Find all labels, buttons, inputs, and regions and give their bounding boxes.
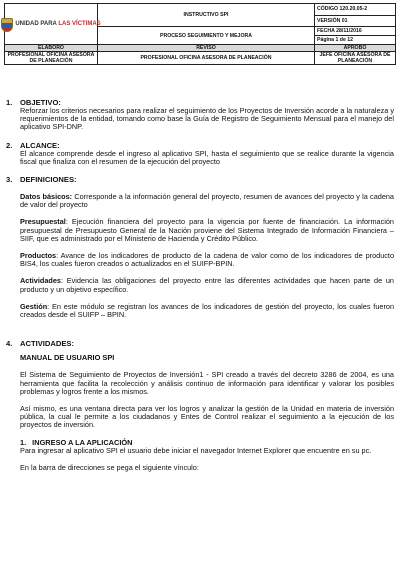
actividades-paragraph-1: El Sistema de Seguimiento de Proyectos de Inversión1 - SPI creado a través del decreto 3286 de 2004, es una herramienta que facilita la recolección y análisis continuo de información para identificar y valorar los posibles problemas y logros frente a los mismos. bbox=[20, 370, 394, 396]
document-title: INSTRUCTIVO SPI bbox=[98, 4, 315, 27]
manual-title: MANUAL DE USUARIO SPI bbox=[20, 353, 115, 363]
definition-presupuestal: Presupuestal: Ejecución financiera del proyecto para la vigencia por fuente de financiación. La información presupuestal de Presupuesto General de la Nación proviene del Sistema Integrado de Información Financiera – SIIF, que es administrado por el Ministerio de Hacienda y Crédito Público. bbox=[20, 217, 394, 243]
actividades-paragraph-4: En la barra de direcciones se pega el siguiente vínculo: bbox=[20, 463, 199, 473]
definition-productos: Productos: Avance de los indicadores de producto de la cadena de valor como de los indicadores de producto BIS4, los cuales fueron creados o actualizados en el SUIFP-BPIN. bbox=[20, 251, 394, 269]
reviso-label: REVISÓ bbox=[98, 45, 315, 52]
document-body bbox=[6, 98, 394, 472]
objetivo-text: Reforzar los criterios necesarios para realizar el seguimiento de los Proyectos de Inversión acorde a la naturaleza y requerimientos de la entidad, tomando como base la Guía de Registro de Seguimiento Mensual para el manejo del aplicativo SPI-DNP. bbox=[20, 106, 394, 132]
section-objetivo bbox=[6, 98, 394, 132]
definition-actividades: Actividades: Evidencia las obligaciones del proyecto entre las diferentes actividades que hacen parte de un producto y un objetivo específico. bbox=[20, 276, 394, 294]
aprobo-value: JEFE OFICINA ASESORA DE PLANEACIÓN bbox=[315, 52, 396, 65]
section-title: 2. ALCANCE: bbox=[6, 140, 60, 150]
section-title: 3. DEFINICIONES: bbox=[6, 175, 77, 185]
document-header bbox=[4, 3, 396, 65]
section-actividades bbox=[6, 339, 394, 472]
section-definiciones bbox=[6, 175, 394, 319]
section-title: 1. OBJETIVO: bbox=[6, 98, 61, 107]
alcance-text: El alcance comprende desde el ingreso al aplicativo SPI, hasta el seguimiento que se realice durante la vigencia fiscal que finaliza con el resumen de la ejecución del proyecto bbox=[20, 148, 394, 166]
definition-datos-basicos: Datos básicos: Corresponde a la información general del proyecto, resumen de avances del proyecto y la cadena de valor del proyecto bbox=[20, 192, 394, 210]
document-version: VERSIÓN 01 bbox=[315, 15, 396, 27]
logo-cell bbox=[5, 4, 101, 45]
process-name: PROCESO SEGUIMIENTO Y MEJORA bbox=[98, 27, 315, 45]
section-title: 4. ACTIVIDADES: bbox=[6, 339, 75, 349]
definition-gestion: Gestión: En este módulo se registran los avances de los indicadores de gestión del proyecto, los cuales fueron creados desde el SUIFP – BPIN. bbox=[20, 301, 394, 320]
actividades-paragraph-3: Para ingresar al aplicativo SPI el usuario debe iniciar el navegador Internet Explorer que encuentre en su pc. bbox=[20, 445, 372, 455]
aprobo-label: APROBÓ bbox=[315, 45, 396, 52]
page-number: Página 1 de 12 bbox=[315, 36, 396, 45]
subsection-title: 1. INGRESO A LA APLICACIÓN bbox=[20, 437, 133, 447]
elaboro-value: PROFESIONAL OFICINA ASESORA DE PLANEACIÓN bbox=[5, 52, 98, 65]
colombia-seal-icon bbox=[1, 18, 12, 31]
document-code: CÓDIGO 120.20.05-2 bbox=[315, 4, 396, 16]
reviso-value: PROFESIONAL OFICINA ASESORA DE PLANEACIÓN bbox=[98, 52, 315, 65]
document-date: FECHA 28/11/2016 bbox=[315, 27, 396, 36]
logo-text: UNIDAD PARA LAS VÍCTIMAS bbox=[15, 21, 101, 27]
unidad-victimas-logo bbox=[7, 18, 101, 31]
actividades-paragraph-2: Así mismo, es una ventana directa para ver los logros y analizar la gestión de la Unidad en materia de inversión pública, la cual le permite a los ciudadanos y Entes de Control realizar el seguimiento a la ejecución de los proyectos de inversión. bbox=[20, 404, 394, 430]
elaboro-label: ELABORÓ bbox=[5, 45, 98, 52]
section-alcance bbox=[6, 141, 394, 166]
